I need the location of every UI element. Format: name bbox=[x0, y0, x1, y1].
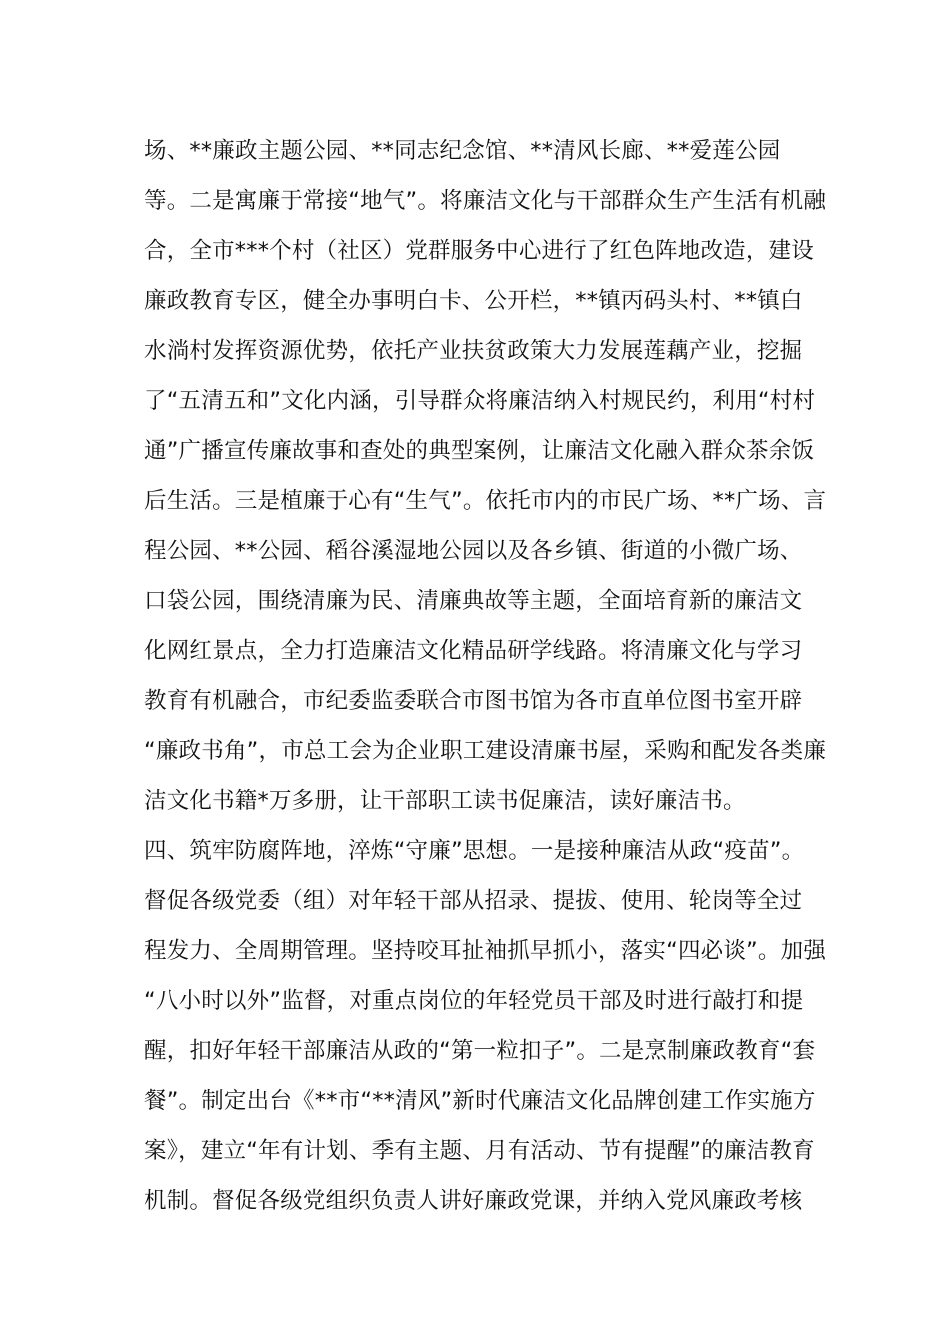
body-text bbox=[144, 126, 827, 1226]
text-line: 通”广播宣传廉故事和查处的典型案例，让廉洁文化融入群众茶余饭 bbox=[144, 438, 815, 464]
text-line: 程公园、**公园、稻谷溪湿地公园以及各乡镇、街道的小微广场、 bbox=[144, 538, 803, 564]
text-line: 口袋公园，围绕清廉为民、清廉典故等主题，全面培育新的廉洁文 bbox=[144, 588, 803, 614]
text-line: “廉政书角”，市总工会为企业职工建设清廉书屋，采购和配发各类廉 bbox=[144, 738, 827, 764]
text-line: 水淌村发挥资源优势，依托产业扶贫政策大力发展莲藕产业，挖掘 bbox=[144, 338, 803, 364]
text-line: 化网红景点，全力打造廉洁文化精品研学线路。将清廉文化与学习 bbox=[144, 638, 803, 664]
text-line: 合，全市***个村（社区）党群服务中心进行了红色阵地改造，建设 bbox=[144, 238, 814, 264]
text-line: 醒，扣好年轻干部廉洁从政的“第一粒扣子”。二是烹制廉政教育“套 bbox=[144, 1038, 816, 1064]
text-line: 了“五清五和”文化内涵，引导群众将廉洁纳入村规民约，利用“村村 bbox=[144, 388, 816, 414]
text-line: 等。二是寓廉于常接“地气”。将廉洁文化与干部群众生产生活有机融 bbox=[144, 188, 827, 214]
text-line: 场、**廉政主题公园、**同志纪念馆、**清风长廊、**爱莲公园 bbox=[144, 138, 781, 164]
text-line: “八小时以外”监督，对重点岗位的年轻党员干部及时进行敲打和提 bbox=[144, 988, 804, 1014]
text-line: 餐”。制定出台《**市“**清风”新时代廉洁文化品牌创建工作实施方 bbox=[144, 1088, 816, 1114]
text-line: 程发力、全周期管理。坚持咬耳扯袖抓早抓小，落实“四必谈”。加强 bbox=[144, 938, 827, 964]
text-line: 洁文化书籍*万多册，让干部职工读书促廉洁，读好廉洁书。 bbox=[144, 788, 746, 814]
text-line: 廉政教育专区，健全办事明白卡、公开栏，**镇丙码头村、**镇白 bbox=[144, 288, 803, 314]
text-line: 机制。督促各级党组织负责人讲好廉政党课，并纳入党风廉政考核 bbox=[144, 1188, 803, 1214]
text-line: 督促各级党委（组）对年轻干部从招录、提拔、使用、轮岗等全过 bbox=[144, 888, 803, 914]
section-heading-line: 四、筑牢防腐阵地，淬炼“守廉”思想。一是接种廉洁从政“疫苗”。 bbox=[144, 838, 805, 864]
text-line: 案》，建立“年有计划、季有主题、月有活动、节有提醒”的廉洁教育 bbox=[144, 1138, 815, 1164]
text-line: 教育有机融合，市纪委监委联合市图书馆为各市直单位图书室开辟 bbox=[144, 688, 803, 714]
text-line: 后生活。三是植廉于心有“生气”。依托市内的市民广场、**广场、言 bbox=[144, 488, 827, 514]
